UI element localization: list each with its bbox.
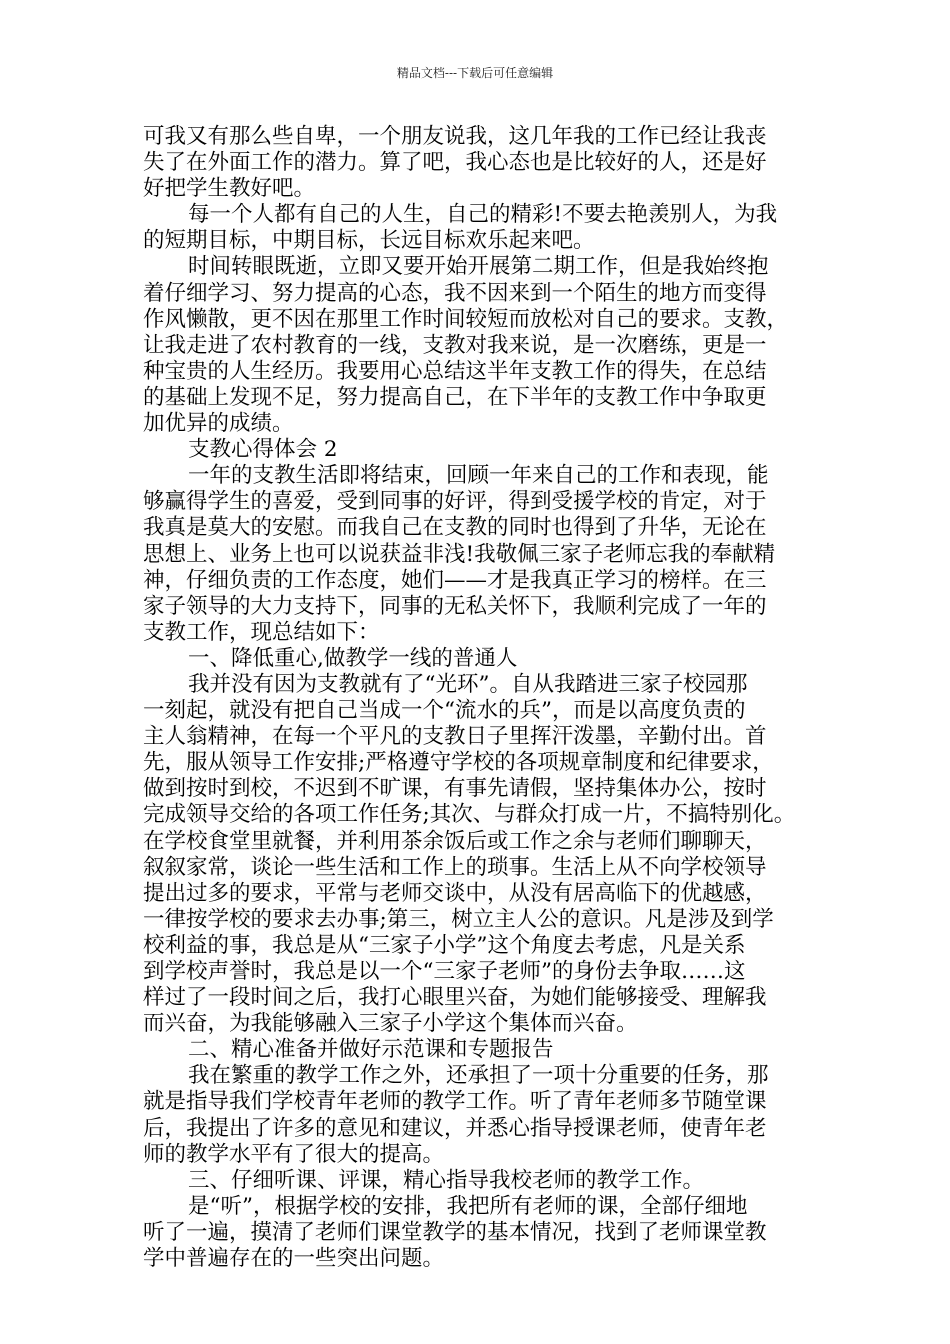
text-line: 在学校食堂里就餐，并利用茶余饭后或工作之余与老师们聊聊天， bbox=[143, 828, 767, 854]
text-line: 一律按学校的要求去办事;第三，树立主人公的意识。凡是涉及到学 bbox=[143, 906, 774, 932]
text-line: 做到按时到校，不迟到不旷课，有事先请假，坚持集体办公，按时 bbox=[143, 776, 767, 802]
text-line: 思想上、业务上也可以说获益非浅!我敬佩三家子老师忘我的奉献精 bbox=[143, 541, 776, 567]
text-line: 支教心得体会 2 bbox=[188, 437, 338, 463]
text-line: 我并没有因为支教就有了“光环”。自从我踏进三家子校园那 bbox=[188, 671, 748, 697]
text-line: 支教工作，现总结如下： bbox=[143, 619, 380, 645]
text-line: 让我走进了农村教育的一线，支教对我来说，是一次磨练，更是一 bbox=[143, 332, 767, 358]
page-header: 精品文档---下载后可任意编辑 bbox=[396, 66, 554, 80]
text-line: 每一个人都有自己的人生，自己的精彩!不要去艳羡别人，为我 bbox=[188, 202, 778, 228]
text-line: 的基础上发现不足，努力提高自己，在下半年的支教工作中争取更 bbox=[143, 384, 767, 410]
text-line: 提出过多的要求，平常与老师交谈中，从没有居高临下的优越感， bbox=[143, 880, 767, 906]
text-line: 一年的支教生活即将结束，回顾一年来自己的工作和表现，能 bbox=[188, 463, 769, 489]
text-line: 主人翁精神，在每一个平凡的支教日子里挥汗泼墨，辛勤付出。首 bbox=[143, 724, 767, 750]
text-line: 一、降低重心,做教学一线的普通人 bbox=[188, 645, 518, 671]
text-line: 叙叙家常，谈论一些生活和工作上的琐事。生活上从不向学校领导 bbox=[143, 854, 767, 880]
text-line: 我在繁重的教学工作之外，还承担了一项十分重要的任务，那 bbox=[188, 1063, 769, 1089]
text-line: 我真是莫大的安慰。而我自己在支教的同时也得到了升华，无论在 bbox=[143, 515, 767, 541]
text-line: 作风懒散，更不因在那里工作时间较短而放松对自己的要求。支教， bbox=[143, 306, 789, 332]
text-line: 家子领导的大力支持下，同事的无私关怀下，我顺利完成了一年的 bbox=[143, 593, 767, 619]
text-line: 师的教学水平有了很大的提高。 bbox=[143, 1141, 445, 1167]
text-line: 是“听”，根据学校的安排，我把所有老师的课，全部仔细地 bbox=[188, 1193, 748, 1219]
text-line: 神，仔细负责的工作态度，她们——才是我真正学习的榜样。在三 bbox=[143, 567, 767, 593]
text-line: 学中普遍存在的一些突出问题。 bbox=[143, 1246, 445, 1272]
text-line: 的短期目标，中期目标，长远目标欢乐起来吧。 bbox=[143, 228, 595, 254]
text-line: 加优异的成绩。 bbox=[143, 411, 294, 437]
text-line: 校利益的事，我总是从“三家子小学”这个角度去考虑，凡是关系 bbox=[143, 932, 746, 958]
text-line: 先，服从领导工作安排;严格遵守学校的各项规章制度和纪律要求， bbox=[143, 750, 774, 776]
text-line: 就是指导我们学校青年老师的教学工作。听了青年老师多节随堂课 bbox=[143, 1089, 767, 1115]
text-line: 时间转眼既逝，立即又要开始开展第二期工作，但是我始终抱 bbox=[188, 254, 769, 280]
text-line: 后，我提出了许多的意见和建议，并悉心指导授课老师，使青年老 bbox=[143, 1115, 767, 1141]
text-line: 好把学生教好吧。 bbox=[143, 176, 316, 202]
text-line: 失了在外面工作的潜力。算了吧，我心态也是比较好的人，还是好 bbox=[143, 150, 767, 176]
text-line: 而兴奋，为我能够融入三家子小学这个集体而兴奋。 bbox=[143, 1011, 638, 1037]
text-line: 一刻起，就没有把自己当成一个“流水的兵”，而是以高度负责的 bbox=[143, 698, 746, 724]
document-body bbox=[143, 124, 813, 1272]
text-line: 听了一遍，摸清了老师们课堂教学的基本情况，找到了老师课堂教 bbox=[143, 1219, 767, 1245]
text-line: 着仔细学习、努力提高的心态，我不因来到一个陌生的地方而变得 bbox=[143, 280, 767, 306]
text-line: 到学校声誉时，我总是以一个“三家子老师”的身份去争取……这 bbox=[143, 959, 746, 984]
text-line: 二、精心准备并做好示范课和专题报告 bbox=[188, 1037, 554, 1063]
text-line: 三、仔细听课、评课，精心指导我校老师的教学工作。 bbox=[188, 1167, 705, 1193]
text-line: 样过了一段时间之后，我打心眼里兴奋，为她们能够接受、理解我 bbox=[143, 985, 767, 1011]
text-line: 够赢得学生的喜爱，受到同事的好评，得到受援学校的肯定，对于 bbox=[143, 489, 767, 515]
text-line: 种宝贵的人生经历。我要用心总结这半年支教工作的得失，在总结 bbox=[143, 358, 767, 384]
text-line: 可我又有那么些自卑，一个朋友说我，这几年我的工作已经让我丧 bbox=[143, 124, 767, 149]
text-line: 完成领导交给的各项工作任务;其次、与群众打成一片，不搞特别化。 bbox=[143, 802, 796, 828]
